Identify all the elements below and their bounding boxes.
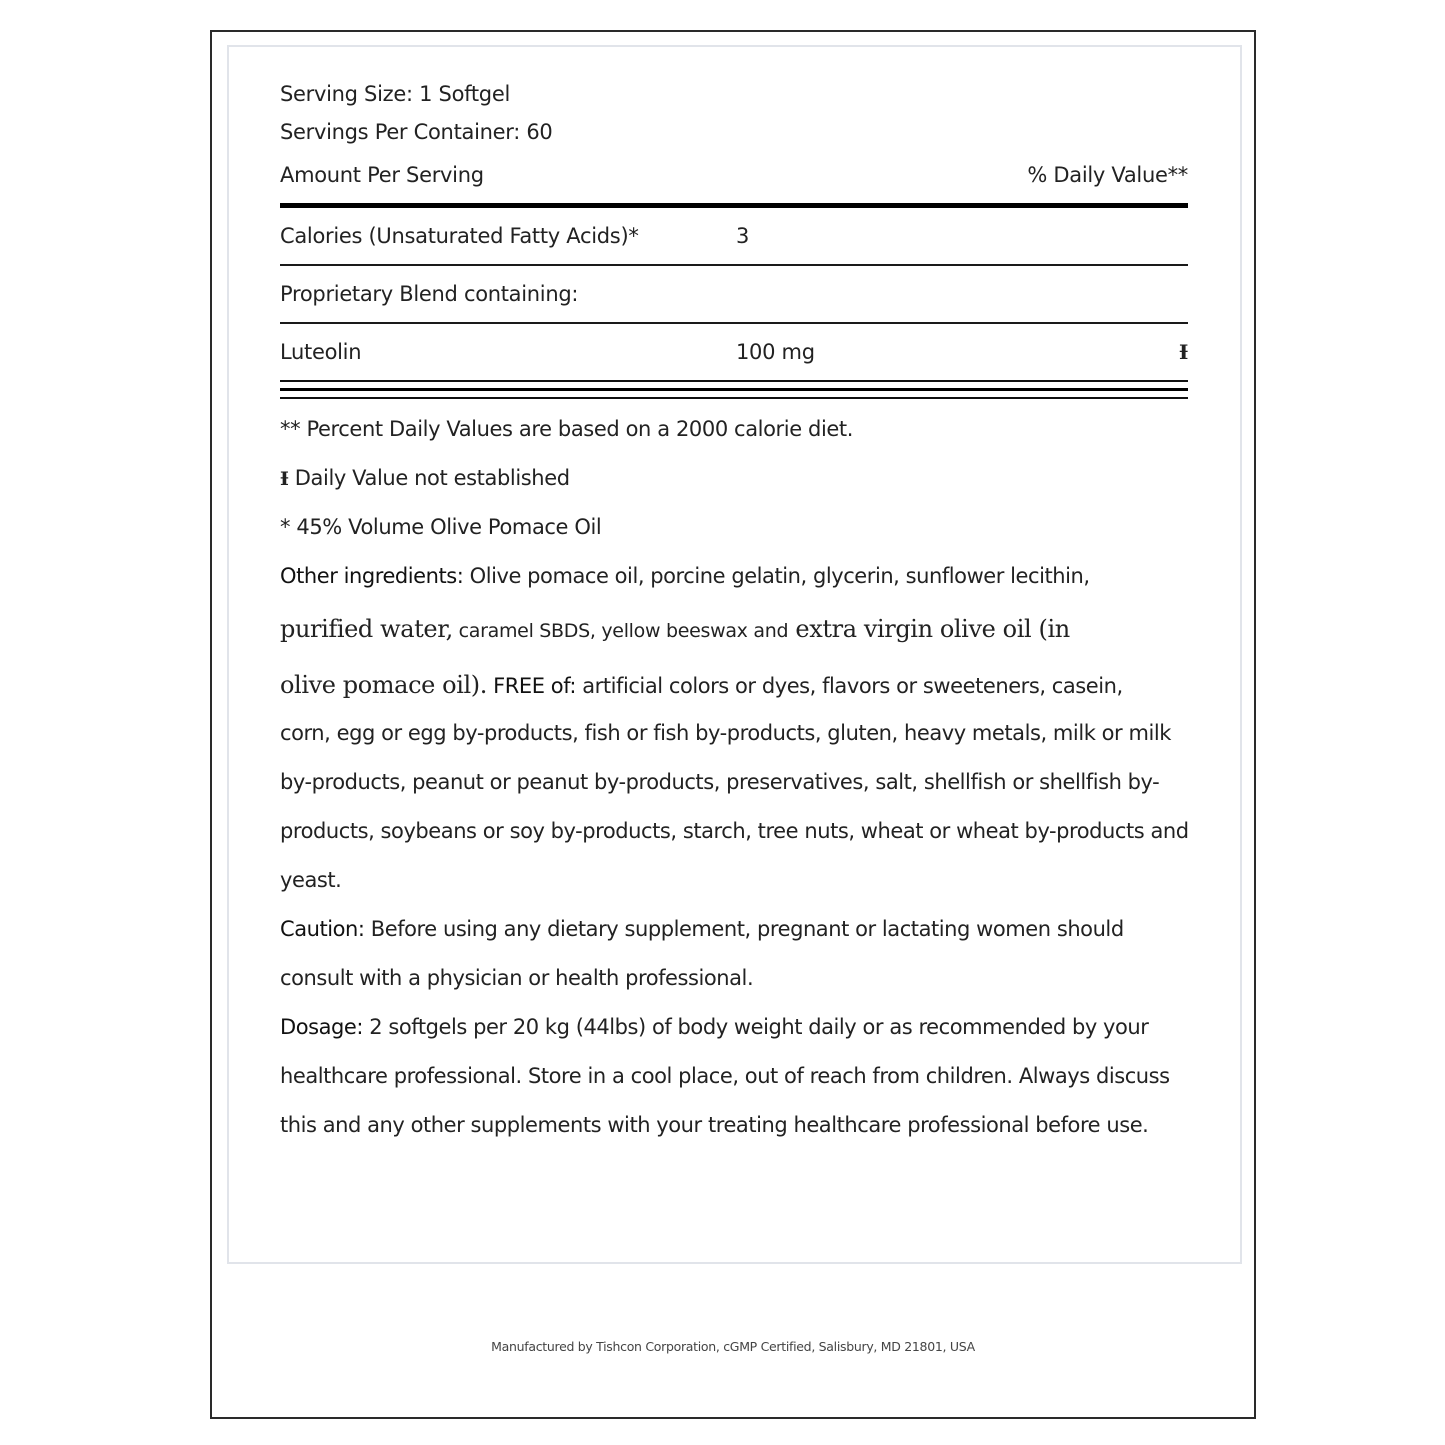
dv-not-established-icon: Ɨ: [1178, 340, 1188, 364]
amount-per-serving-label: Amount Per Serving: [280, 163, 484, 187]
nutrient-name: Calories (Unsaturated Fatty Acids)*: [280, 224, 639, 248]
manufacturer-footer: Manufactured by Tishcon Corporation, cGMP Certified, Salisbury, MD 21801, USA: [491, 1339, 975, 1354]
nutrient-name: Luteolin: [280, 340, 362, 364]
nutrient-amount: 3: [736, 224, 750, 248]
free-of-list: [280, 709, 1192, 905]
divider-line: [280, 388, 1188, 391]
other-ingredients-label: Other ingredients:: [280, 564, 464, 588]
caution: [280, 905, 1192, 1003]
divider-line: [280, 380, 1188, 382]
table-row: [280, 266, 1188, 322]
free-of-text: corn, egg or egg by-products, fish or fish by-products, gluten, heavy metals, milk or milk by-products, peanut or peanut by-products, preservatives, salt, shellfish or shellfish by-products, soybeans or soy by-products, starch, tree nuts, wheat or wheat by-products and yeast.: [280, 721, 1189, 892]
other-ingredients-small-text: caramel SBDS, yellow beeswax and: [452, 620, 789, 642]
other-ingredients-text: Olive pomace oil, porcine gelatin, glycerin, sunflower lecithin,: [463, 564, 1090, 588]
other-ingredients-serif-text: olive pomace oil).: [280, 671, 487, 699]
triple-divider: [280, 380, 1188, 399]
nutrient-amount: 100 mg: [736, 340, 815, 364]
percent-dv-note: ** Percent Daily Values are based on a 2000 calorie diet.: [280, 417, 854, 441]
amount-header-row: [280, 151, 1188, 199]
footnotes: [280, 405, 1188, 552]
dagger-icon: Ɨ: [280, 468, 289, 490]
nutrient-amount: [578, 266, 1168, 322]
label-frame: [210, 30, 1256, 1419]
nutrient-dv: [1168, 266, 1188, 322]
caution-text: Before using any dietary supplement, pregnant or lactating women should consult with a physician or health professional.: [280, 917, 1124, 990]
volume-note: * 45% Volume Olive Pomace Oil: [280, 515, 602, 539]
other-ingredients-serif-text: extra virgin olive oil (in: [788, 615, 1070, 643]
serving-size: Serving Size: 1 Softgel: [280, 82, 510, 106]
dv-not-established-text: Daily Value not established: [288, 466, 570, 490]
dosage: [280, 1003, 1192, 1150]
servings-per-container: Servings Per Container: 60: [280, 120, 553, 144]
nutrient-dv: [1168, 208, 1188, 264]
dosage-text: 2 softgels per 20 kg (44lbs) of body weight daily or as recommended by your healthcare professional. Store in a cool place, out of reach from children. Always discuss this and any other supplements with your treating healthcare professional before use.: [280, 1015, 1170, 1137]
divider-line: [280, 397, 1188, 399]
free-of-label: FREE of:: [486, 674, 577, 698]
supplement-facts-panel: [227, 45, 1242, 1264]
other-ingredients: [280, 552, 1192, 713]
free-of-text-start: artificial colors or dyes, flavors or sweeteners, casein,: [576, 674, 1123, 698]
dosage-label: Dosage:: [280, 1015, 364, 1039]
caution-label: Caution:: [280, 917, 365, 941]
table-row: [280, 324, 1188, 380]
daily-value-header: % Daily Value**: [1027, 163, 1188, 187]
nutrient-name: Proprietary Blend containing:: [280, 282, 579, 306]
supplement-facts-content: [280, 75, 1188, 1150]
other-ingredients-serif-text: purified water,: [280, 615, 453, 643]
dv-not-established-note: [280, 454, 1188, 503]
table-row: [280, 208, 1188, 264]
